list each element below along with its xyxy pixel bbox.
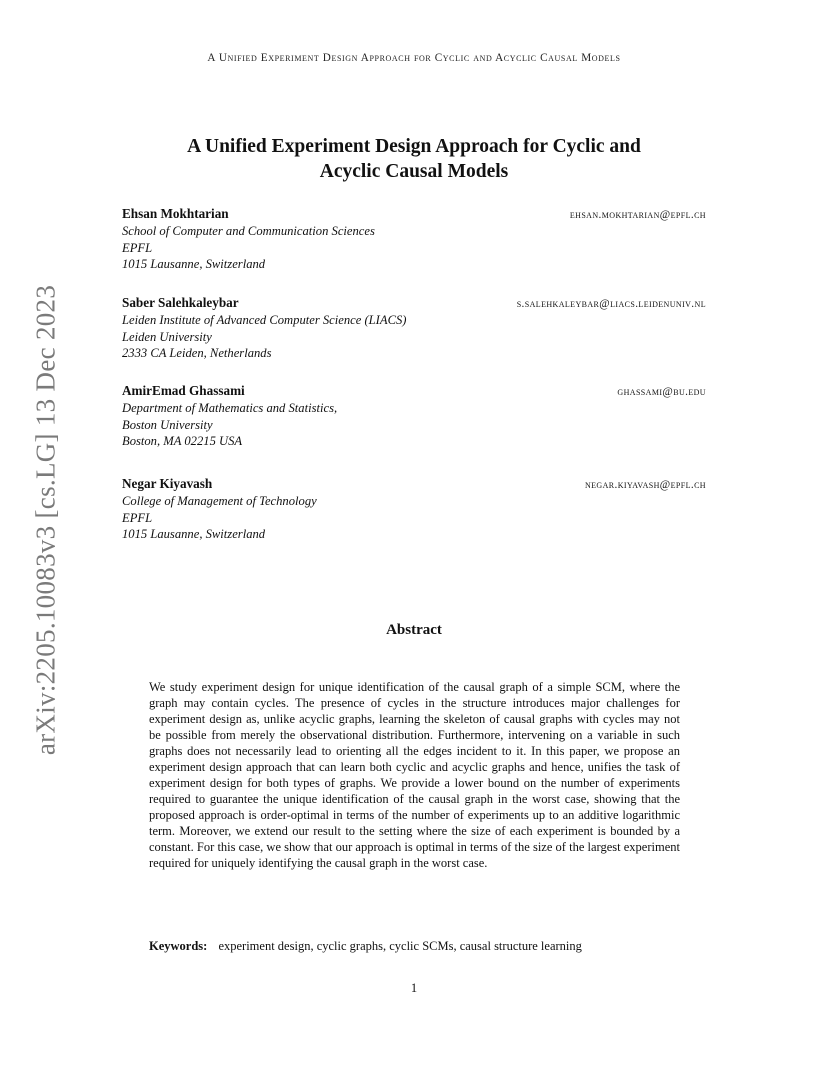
author-email: s.salehkaleybar@liacs.leidenuniv.nl [516, 298, 706, 310]
author-affiliation-line: School of Computer and Communication Sciences [122, 224, 375, 239]
abstract-heading: Abstract [386, 622, 442, 638]
paper-title-line-1: A Unified Experiment Design Approach for Cyclic and [187, 136, 641, 157]
author-affiliation-line: College of Management of Technology [122, 494, 317, 509]
author-affiliation-line: 1015 Lausanne, Switzerland [122, 526, 266, 541]
author-block [122, 383, 706, 449]
author-email: ghassami@bu.edu [617, 386, 706, 398]
keywords-text: experiment design, cyclic graphs, cyclic SCMs, causal structure learning [218, 939, 582, 953]
author-affiliation-line: EPFL [122, 510, 153, 525]
author-email: ehsan.mokhtarian@epfl.ch [569, 209, 706, 221]
arxiv-identifier-text: arXiv:2205.10083v3 [cs.LG] 13 Dec 2023 [30, 284, 61, 756]
author-block [122, 206, 706, 272]
paper-title-line-2: Acyclic Causal Models [319, 161, 509, 182]
author-affiliation-line: Leiden Institute of Advanced Computer Science (LIACS) [122, 313, 407, 328]
author-name: Ehsan Mokhtarian [122, 206, 229, 221]
author-affiliation-line: Leiden University [122, 329, 212, 344]
author-affiliation-line: 1015 Lausanne, Switzerland [122, 256, 266, 271]
running-head: A Unified Experiment Design Approach for Cyclic and Acyclic Causal Models [207, 52, 621, 64]
author-email: negar.kiyavash@epfl.ch [584, 479, 706, 491]
author-block [122, 295, 706, 361]
keywords-line [149, 939, 689, 954]
author-name: Negar Kiyavash [122, 476, 213, 491]
author-affiliation-line: 2333 CA Leiden, Netherlands [122, 345, 272, 360]
page-number: 1 [410, 981, 418, 995]
keywords-label: Keywords: [149, 939, 208, 953]
author-name: Saber Salehkaleybar [122, 295, 239, 310]
author-name: AmirEmad Ghassami [122, 383, 245, 398]
author-affiliation-line: EPFL [122, 240, 153, 255]
paper-title [100, 134, 728, 184]
author-affiliation-line: Boston, MA 02215 USA [122, 433, 243, 448]
author-affiliation-line: Department of Mathematics and Statistics, [122, 401, 338, 416]
abstract-body: We study experiment design for unique identification of the causal graph of a simple SCM, where the graph may contain cycles. The presence of cycles in the structure introduces major challenges for experiment design as, unlike acyclic graphs, learning the skeleton of causal graphs with cycles may not be possible from merely the observational distribution. Furthermore, intervening on a variable in such graphs does not necessarily lead to orienting all the edges incident to it. In this paper, we propose an experiment design approach that can learn both cyclic and acyclic graphs and hence, unifies the task of experiment design for both types of graphs. We provide a lower bound on the number of experiments required to guarantee the unique identification of the causal graph in the worst case, showing that the proposed approach is order-optimal in terms of the number of experiments up to an additive logarithmic term. Moreover, we extend our result to the setting where the size of each experiment is bounded by a constant. For this case, we show that our approach is optimal in terms of the size of the largest experiment required for uniquely identifying the causal graph in the worst case. [149, 680, 680, 870]
author-affiliation-line: Boston University [122, 417, 213, 432]
author-block [122, 476, 706, 542]
